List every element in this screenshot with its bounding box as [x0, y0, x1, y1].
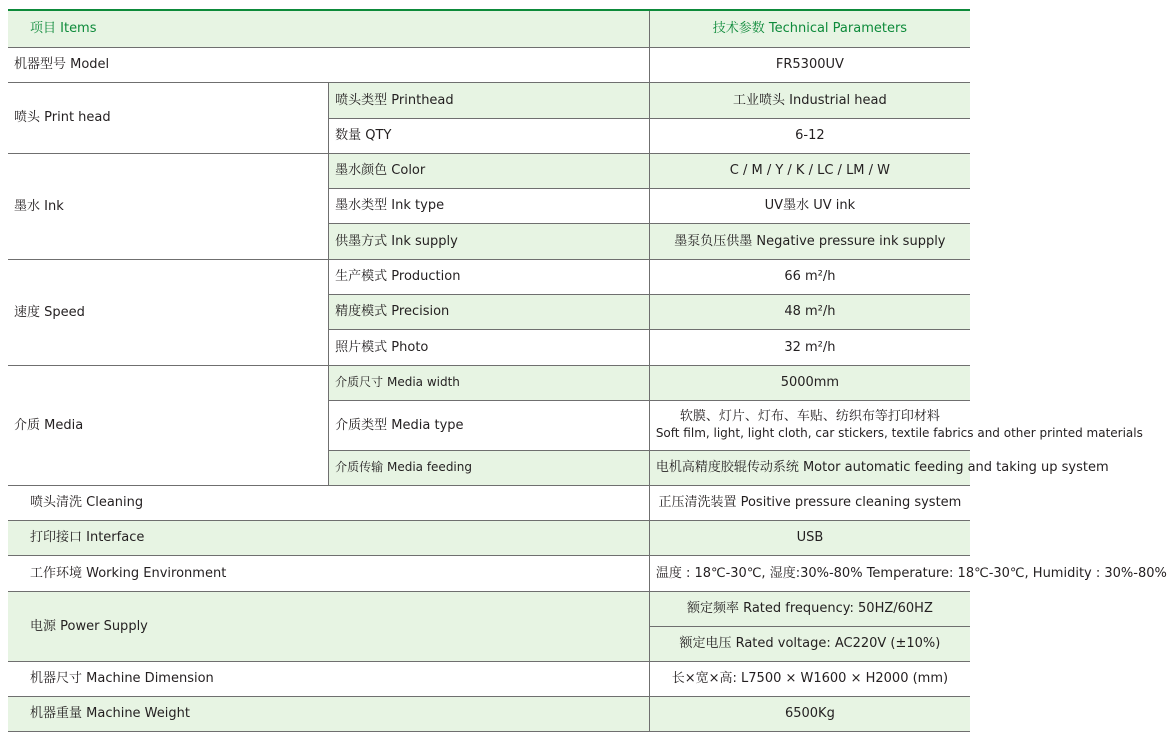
- row-ink-color: [8, 153, 970, 188]
- row-media-width: [8, 365, 970, 400]
- spec-table: [8, 11, 1167, 732]
- row-dimension: [8, 661, 970, 696]
- interface-label: 打印接口 Interface: [8, 520, 649, 555]
- row-cleaning: [8, 485, 970, 520]
- spec-sheet: [8, 9, 1167, 732]
- precision-label: 精度模式 Precision: [329, 294, 650, 329]
- printhead-type-label: 喷头类型 Printhead: [329, 82, 650, 118]
- ink-type-label: 墨水类型 Ink type: [329, 188, 650, 223]
- printhead-type-value: 工业喷头 Industrial head: [649, 82, 970, 118]
- speed-label: 速度 Speed: [8, 259, 329, 365]
- row-model: [8, 47, 970, 82]
- model-value: FR5300UV: [649, 47, 970, 82]
- print-head-label: 喷头 Print head: [8, 82, 329, 153]
- weight-value: 6500Kg: [649, 696, 970, 731]
- model-label: 机器型号 Model: [8, 47, 649, 82]
- ink-type-value: UV墨水 UV ink: [649, 188, 970, 223]
- ink-color-label: 墨水颜色 Color: [329, 153, 650, 188]
- media-width-value: 5000mm: [649, 365, 970, 400]
- environment-label: 工作环境 Working Environment: [8, 555, 649, 591]
- media-width-label: 介质尺寸 Media width: [329, 365, 650, 400]
- qty-label: 数量 QTY: [329, 118, 650, 153]
- cleaning-value: 正压清洗装置 Positive pressure cleaning system: [649, 485, 970, 520]
- media-type-cn: 软膜、灯片、灯布、车贴、纺织布等打印材料: [679, 409, 940, 424]
- production-value: 66 m²/h: [649, 259, 970, 294]
- row-printhead-type: [8, 82, 970, 118]
- power-label: 电源 Power Supply: [8, 591, 649, 661]
- dimension-label: 机器尺寸 Machine Dimension: [8, 661, 649, 696]
- dimension-value: 长×宽×高: L7500 × W1600 × H2000 (mm): [649, 661, 970, 696]
- environment-value: 温度 : 18℃-30℃, 湿度:30%-80% Temperature: 18℃-30℃, Humidity : 30%-80%: [649, 555, 970, 591]
- media-type-label: 介质类型 Media type: [329, 400, 650, 450]
- qty-value: 6-12: [649, 118, 970, 153]
- power-voltage: 额定电压 Rated voltage: AC220V (±10%): [649, 626, 970, 661]
- header-items: 项目 Items: [8, 11, 649, 47]
- row-environment: [8, 555, 970, 591]
- cleaning-label: 喷头清洗 Cleaning: [8, 485, 649, 520]
- production-label: 生产模式 Production: [329, 259, 650, 294]
- power-frequency: 额定频率 Rated frequency: 50HZ/60HZ: [649, 591, 970, 626]
- ink-label: 墨水 Ink: [8, 153, 329, 259]
- interface-value: USB: [649, 520, 970, 555]
- header-row: [8, 11, 970, 47]
- ink-supply-value: 墨泵负压供墨 Negative pressure ink supply: [649, 223, 970, 259]
- media-feeding-label: 介质传输 Media feeding: [329, 450, 650, 485]
- weight-label: 机器重量 Machine Weight: [8, 696, 649, 731]
- row-speed-production: [8, 259, 970, 294]
- media-label: 介质 Media: [8, 365, 329, 485]
- ink-color-value: C / M / Y / K / LC / LM / W: [649, 153, 970, 188]
- row-power-frequency: [8, 591, 970, 626]
- media-type-en: Soft film, light, light cloth, car stickers, textile fabrics and other printed materials: [655, 426, 1143, 440]
- photo-label: 照片模式 Photo: [329, 329, 650, 365]
- row-weight: [8, 696, 970, 731]
- media-type-value: [649, 400, 1143, 450]
- precision-value: 48 m²/h: [649, 294, 970, 329]
- photo-value: 32 m²/h: [649, 329, 970, 365]
- ink-supply-label: 供墨方式 Ink supply: [329, 223, 650, 259]
- row-interface: [8, 520, 970, 555]
- media-feeding-value: 电机高精度胶辊传动系统 Motor automatic feeding and taking up system: [649, 450, 970, 485]
- header-params: 技术参数 Technical Parameters: [649, 11, 970, 47]
